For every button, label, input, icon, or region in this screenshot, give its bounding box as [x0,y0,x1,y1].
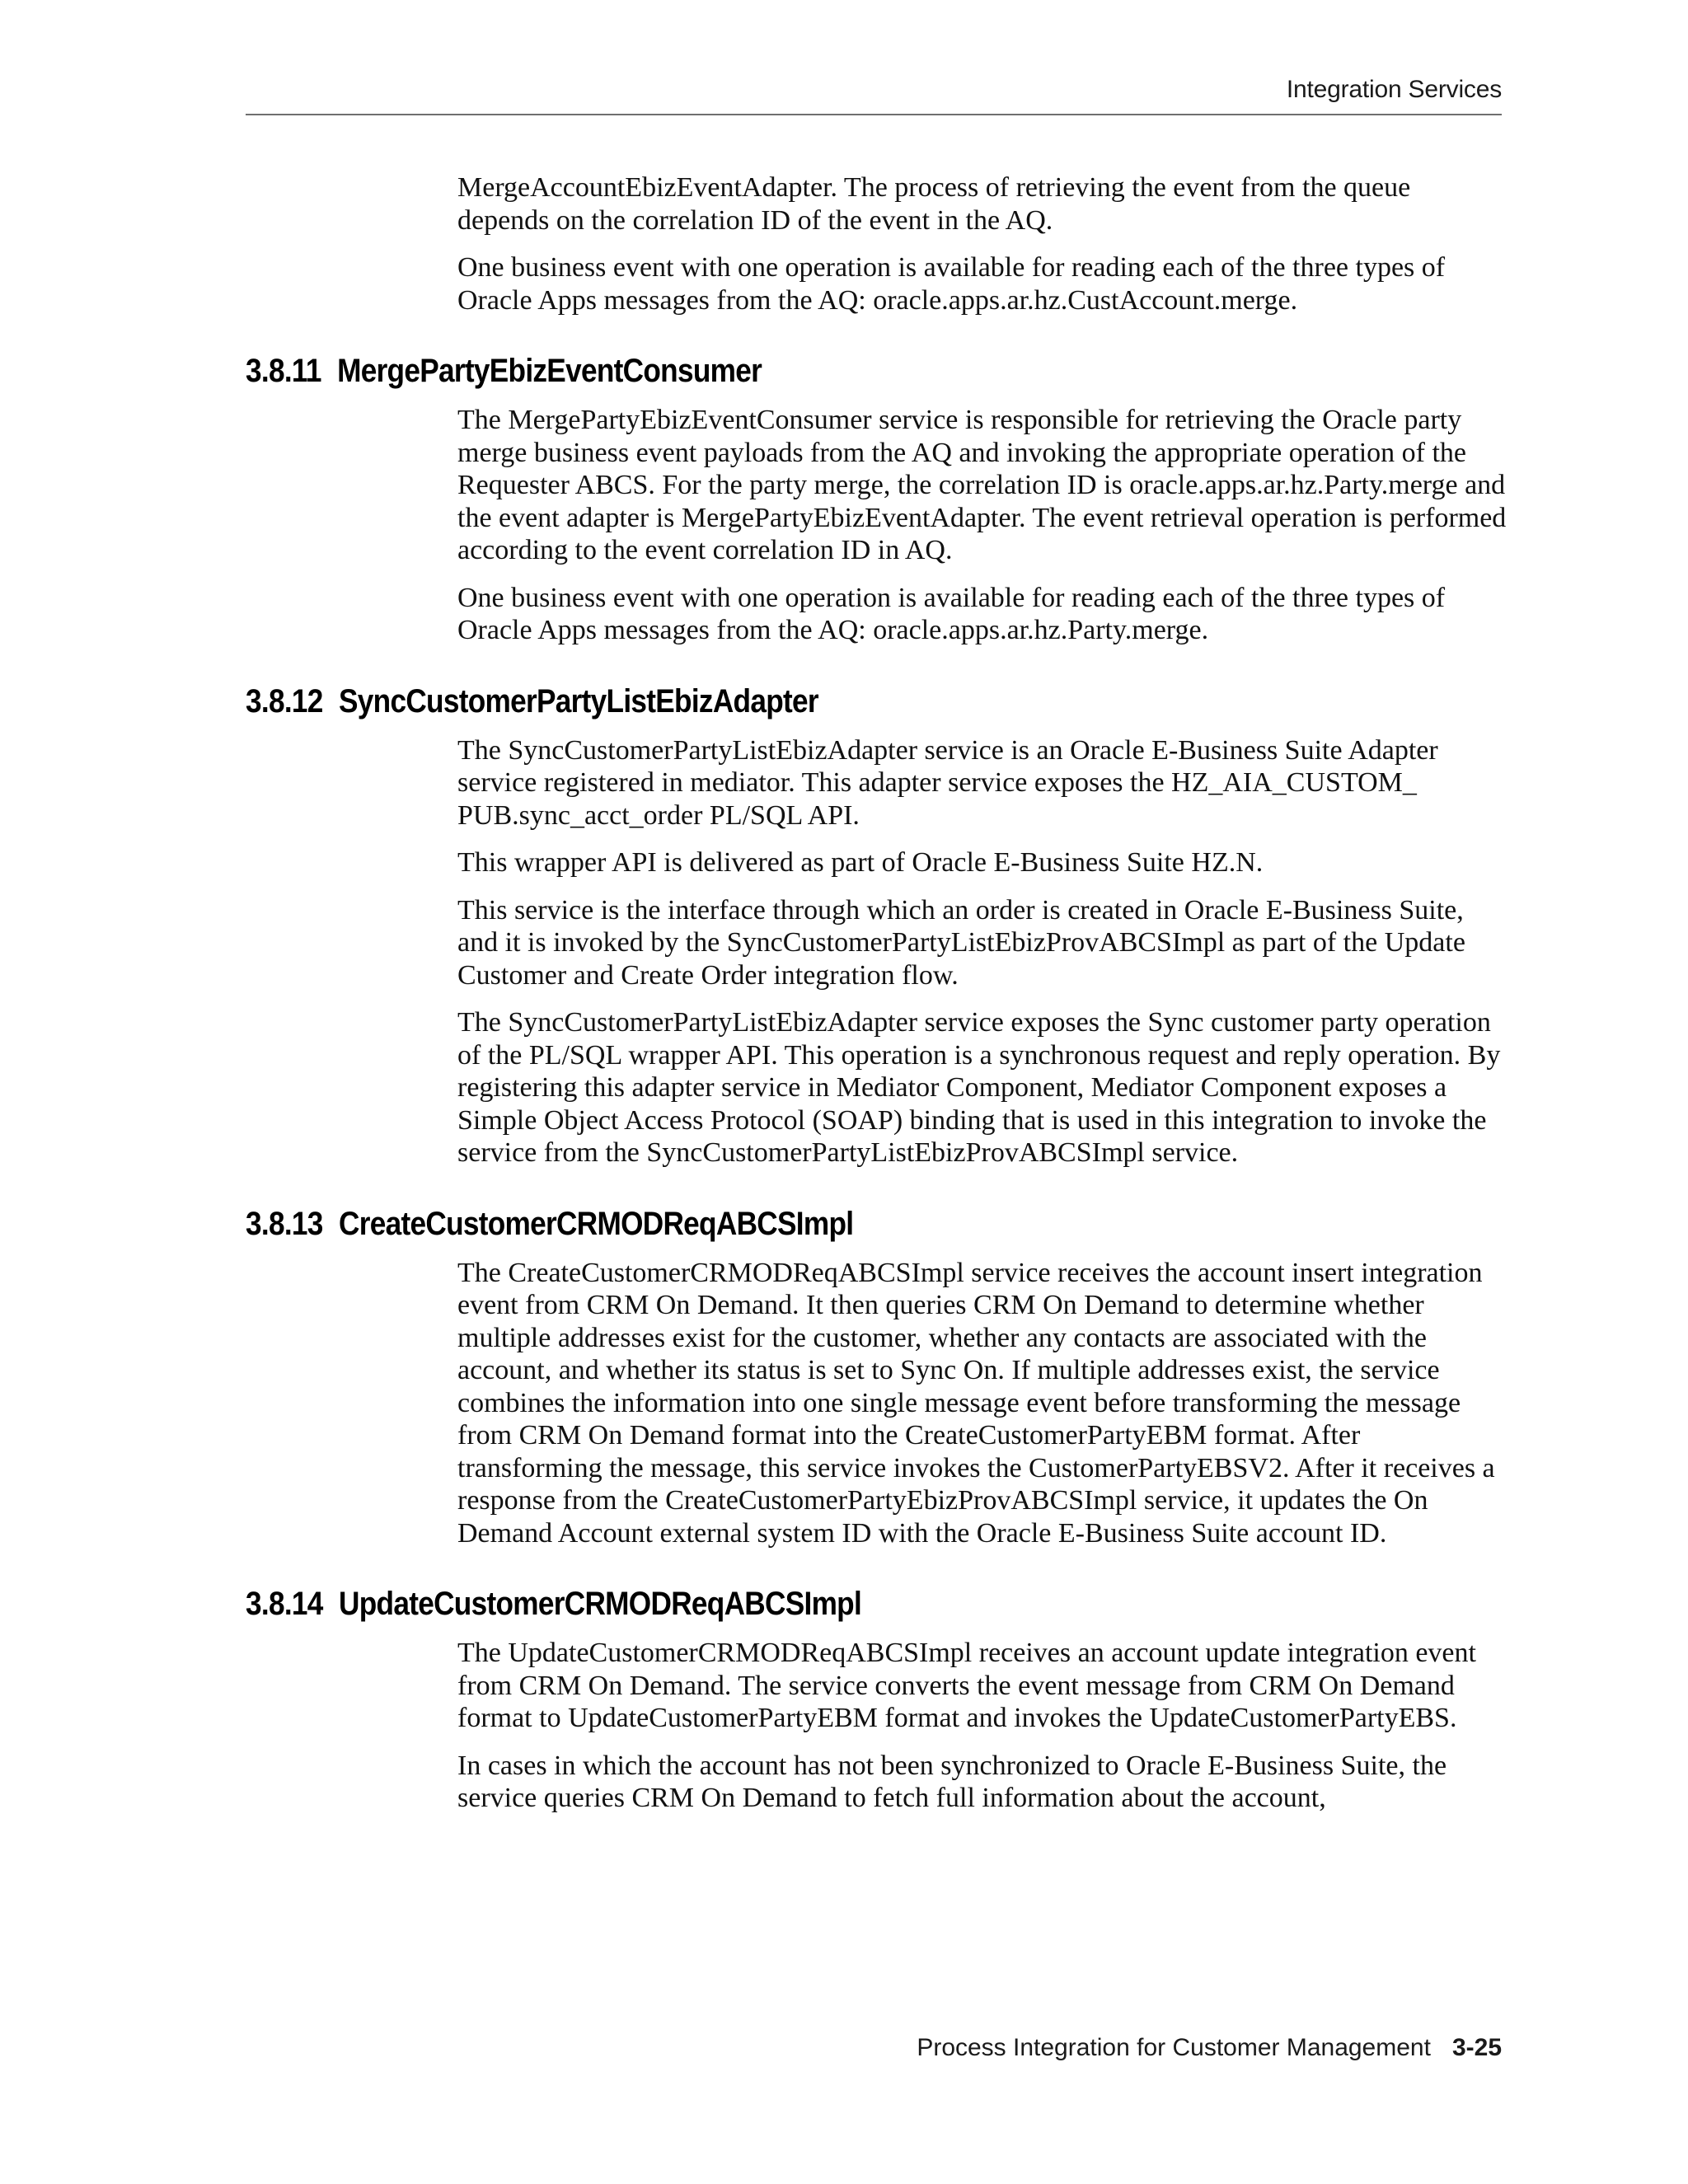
section-heading [246,1584,1515,1624]
running-footer [246,2034,1502,2062]
section-create-customer-crmod-req-abcs-impl [0,1204,1688,1550]
page-number: 3-25 [1451,2034,1502,2061]
section-sync-customer-party-list-ebiz-adapter [0,682,1688,1169]
section-merge-party-ebiz-event-consumer [0,351,1688,647]
section-number: 3.8.12 [246,682,323,719]
section-number: 3.8.11 [246,353,321,389]
section-paragraph: The SyncCustomerPartyListEbizAdapter service exposes the Sync customer party operation of the PL/SQL wrapper API. This operation is a synchronous request and reply operation. By registering this adapter service in Mediator Component, Mediator Component exposes a Simple Object Access Protocol (SOAP) binding that is used in this integration to invoke the service from the SyncCustomerPartyListEbizProvABCSImpl service. [457,1007,1501,1168]
intro-paragraph: One business event with one operation is available for reading each of the three types of Oracle Apps messages from the AQ: oracle.apps.ar.hz.CustAccount.merge. [457,252,1446,316]
section-paragraph: The CreateCustomerCRMODReqABCSImpl service receives the account insert integration event from CRM On Demand. It then queries CRM On Demand to determine whether multiple addresses exist for the customer, whether any contacts are associated with the account, and whether its status is set to Sync On. If multiple addresses exist, the service combines the information into one single message event before transforming the message from CRM On Demand format into the CreateCustomerPartyEBM format. After transforming the message, this service invokes the CustomerPartyEBSV2. After it receives a response from the CreateCustomerPartyEbizProvABCSImpl service, it updates the On Demand Account external system ID with the Oracle E-Business Suite account ID. [457,1257,1495,1549]
intro-paragraph: MergeAccountEbizEventAdapter. The process of retrieving the event from the queue depends on the correlation ID of the event in the AQ. [457,172,1411,236]
section-paragraph: In cases in which the account has not been synchronized to Oracle E-Business Suite, the service queries CRM On Demand to fetch full information about the account, [457,1750,1447,1813]
section-number: 3.8.13 [246,1205,323,1242]
section-paragraph: The SyncCustomerPartyListEbizAdapter service is an Oracle E-Business Suite Adapter service registered in mediator. This adapter service exposes the HZ_AIA_CUSTOM_ PUB.sync_acct_order PL/SQL API. [457,734,1438,831]
section-heading [246,1204,1515,1244]
section-number: 3.8.14 [246,1586,323,1622]
section-paragraph: The UpdateCustomerCRMODReqABCSImpl receives an account update integration event from CRM On Demand. The service converts the event message from CRM On Demand format to UpdateCustomerPartyEBM format and invokes the UpdateCustomerPartyEBS. [457,1638,1476,1733]
section-heading [246,351,1515,391]
section-update-customer-crmod-req-abcs-impl [0,1584,1688,1815]
section-title: CreateCustomerCRMODReqABCSImpl [339,1205,854,1242]
section-paragraph: This wrapper API is delivered as part of Oracle E-Business Suite HZ.N. [457,847,1264,878]
section-title: SyncCustomerPartyListEbizAdapter [339,682,818,719]
footer-title: Process Integration for Customer Management [917,2034,1431,2061]
running-header-title: Integration Services [1286,76,1502,103]
section-paragraph: One business event with one operation is available for reading each of the three types of Oracle Apps messages from the AQ: oracle.apps.ar.hz.Party.merge. [457,582,1446,645]
running-header [246,73,1502,115]
section-title: UpdateCustomerCRMODReqABCSImpl [339,1586,862,1622]
section-paragraph: The MergePartyEbizEventConsumer service is responsible for retrieving the Oracle party merge business event payloads from the AQ and invoking the appropriate operation of the Requester ABCS. For the party merge, the correlation ID is oracle.apps.ar.hz.Party.merge and the event adapter is MergePartyEbizEventAdapter. The event retrieval operation is performed according to the event correlation ID in AQ. [457,405,1507,565]
section-heading [246,682,1515,721]
page-content [0,171,1688,1830]
section-title: MergePartyEbizEventConsumer [337,353,762,389]
section-paragraph: This service is the interface through which an order is created in Oracle E-Business Suite, and it is invoked by the SyncCustomerPartyListEbizProvABCSImpl as part of the Update Customer and Create Order integration flow. [457,894,1465,991]
